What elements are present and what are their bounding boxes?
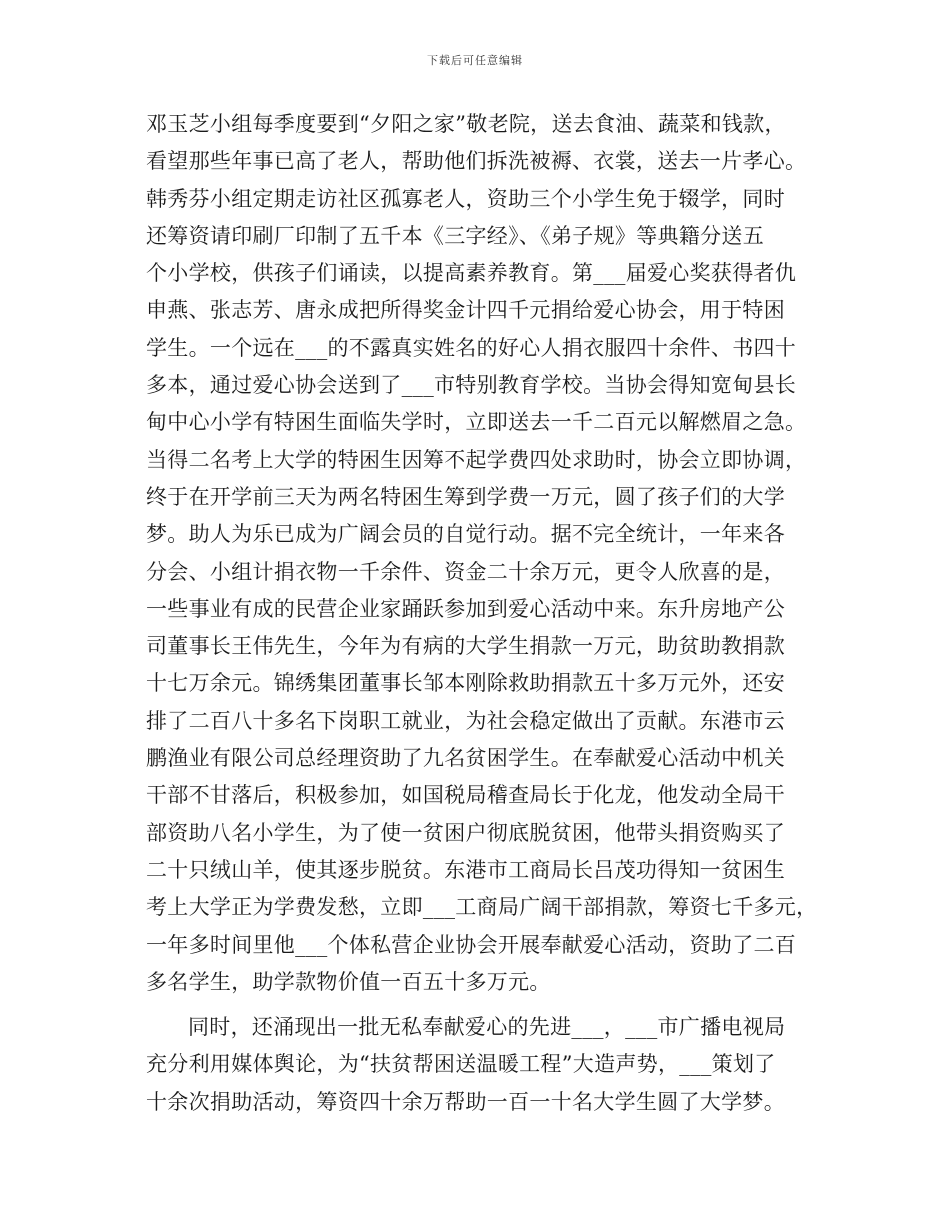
text-line: 个小学校，供孩子们诵读，以提高素养教育。第___届爱心奖获得者仇 — [146, 261, 797, 286]
text-line: 同时，还涌现出一批无私奉献爱心的先进___，___市广播电视局 — [188, 1015, 786, 1040]
text-line: 梦。助人为乐已成为广阔会员的自觉行动。据不完全统计，一年来各 — [146, 522, 785, 547]
text-line: 十余次捐助活动，筹资四十余万帮助一百一十名大学生圆了大学梦。 — [146, 1089, 785, 1114]
text-line: 司董事长王伟先生，今年为有病的大学生捐款一万元，助贫助教捐款 — [146, 634, 785, 659]
text-line: 看望那些年事已高了老人，帮助他们拆洗被褥、衣裳，送去一片孝心。 — [146, 149, 807, 174]
text-line: 一年多时间里他___个体私营企业协会开展奉献爱心活动，资助了二百 — [146, 932, 797, 957]
text-line: 终于在开学前三天为两名特困生筹到学费一万元，圆了孩子们的大学 — [146, 484, 785, 509]
text-line: 鹏渔业有限公司总经理资助了九名贫困学生。在奉献爱心活动中机关 — [146, 746, 785, 771]
text-line: 排了二百八十多名下岗职工就业，为社会稳定做出了贡献。东港市云 — [146, 708, 785, 733]
text-line: 分会、小组计捐衣物一千余件、资金二十余万元，更令人欣喜的是， — [146, 559, 785, 584]
text-line: 多名学生，助学款物价值一百五十多万元。 — [146, 969, 551, 994]
text-line: 多本，通过爱心协会送到了___市特别教育学校。当协会得知宽甸县长 — [146, 373, 797, 398]
page-header: 下载后可任意编辑 — [427, 54, 523, 67]
text-line: 韩秀芬小组定期走访社区孤寡老人，资助三个小学生免于辍学，同时 — [146, 186, 785, 211]
paragraph-2 — [146, 1009, 826, 1121]
text-line: 二十只绒山羊，使其逐步脱贫。东港市工商局长吕茂功得知一贫困生 — [146, 857, 785, 882]
text-line: 邓玉芝小组每季度要到“夕阳之家”敬老院，送去食油、蔬菜和钱款， — [146, 112, 786, 136]
text-line: 学生。一个远在___的不露真实姓名的好心人捐衣服四十余件、书四十 — [146, 335, 797, 360]
document-body — [146, 106, 826, 1121]
text-line: 十七万余元。锦绣集团董事长邹本刚除救助捐款五十多万元外，还安 — [146, 671, 785, 696]
text-line: 甸中心小学有特困生面临失学时，立即送去一千二百元以解燃眉之急。 — [146, 410, 807, 435]
text-line: 充分利用媒体舆论，为“扶贫帮困送温暖工程”大造声势，___策划了 — [146, 1052, 776, 1077]
text-line: 干部不甘落后，积极参加，如国税局稽查局长于化龙，他发动全局干 — [146, 783, 785, 808]
text-line: 当得二名考上大学的特困生因筹不起学费四处求助时，协会立即协调， — [146, 447, 807, 472]
text-line: 一些事业有成的民营企业家踊跃参加到爱心活动中来。东升房地产公 — [146, 596, 785, 621]
paragraph-1 — [146, 106, 826, 1001]
text-line: 申燕、张志芳、唐永成把所得奖金计四千元捐给爱心协会，用于特困 — [146, 298, 785, 323]
text-line: 还筹资请印刷厂印制了五千本《三字经》、《弟子规》等典籍分送五 — [146, 223, 764, 248]
text-line: 部资助八名小学生，为了使一贫困户彻底脱贫困，他带头捐资购买了 — [146, 820, 785, 845]
text-line: 考上大学正为学费发愁，立即___工商局广阔干部捐款，筹资七千多元， — [146, 895, 818, 920]
